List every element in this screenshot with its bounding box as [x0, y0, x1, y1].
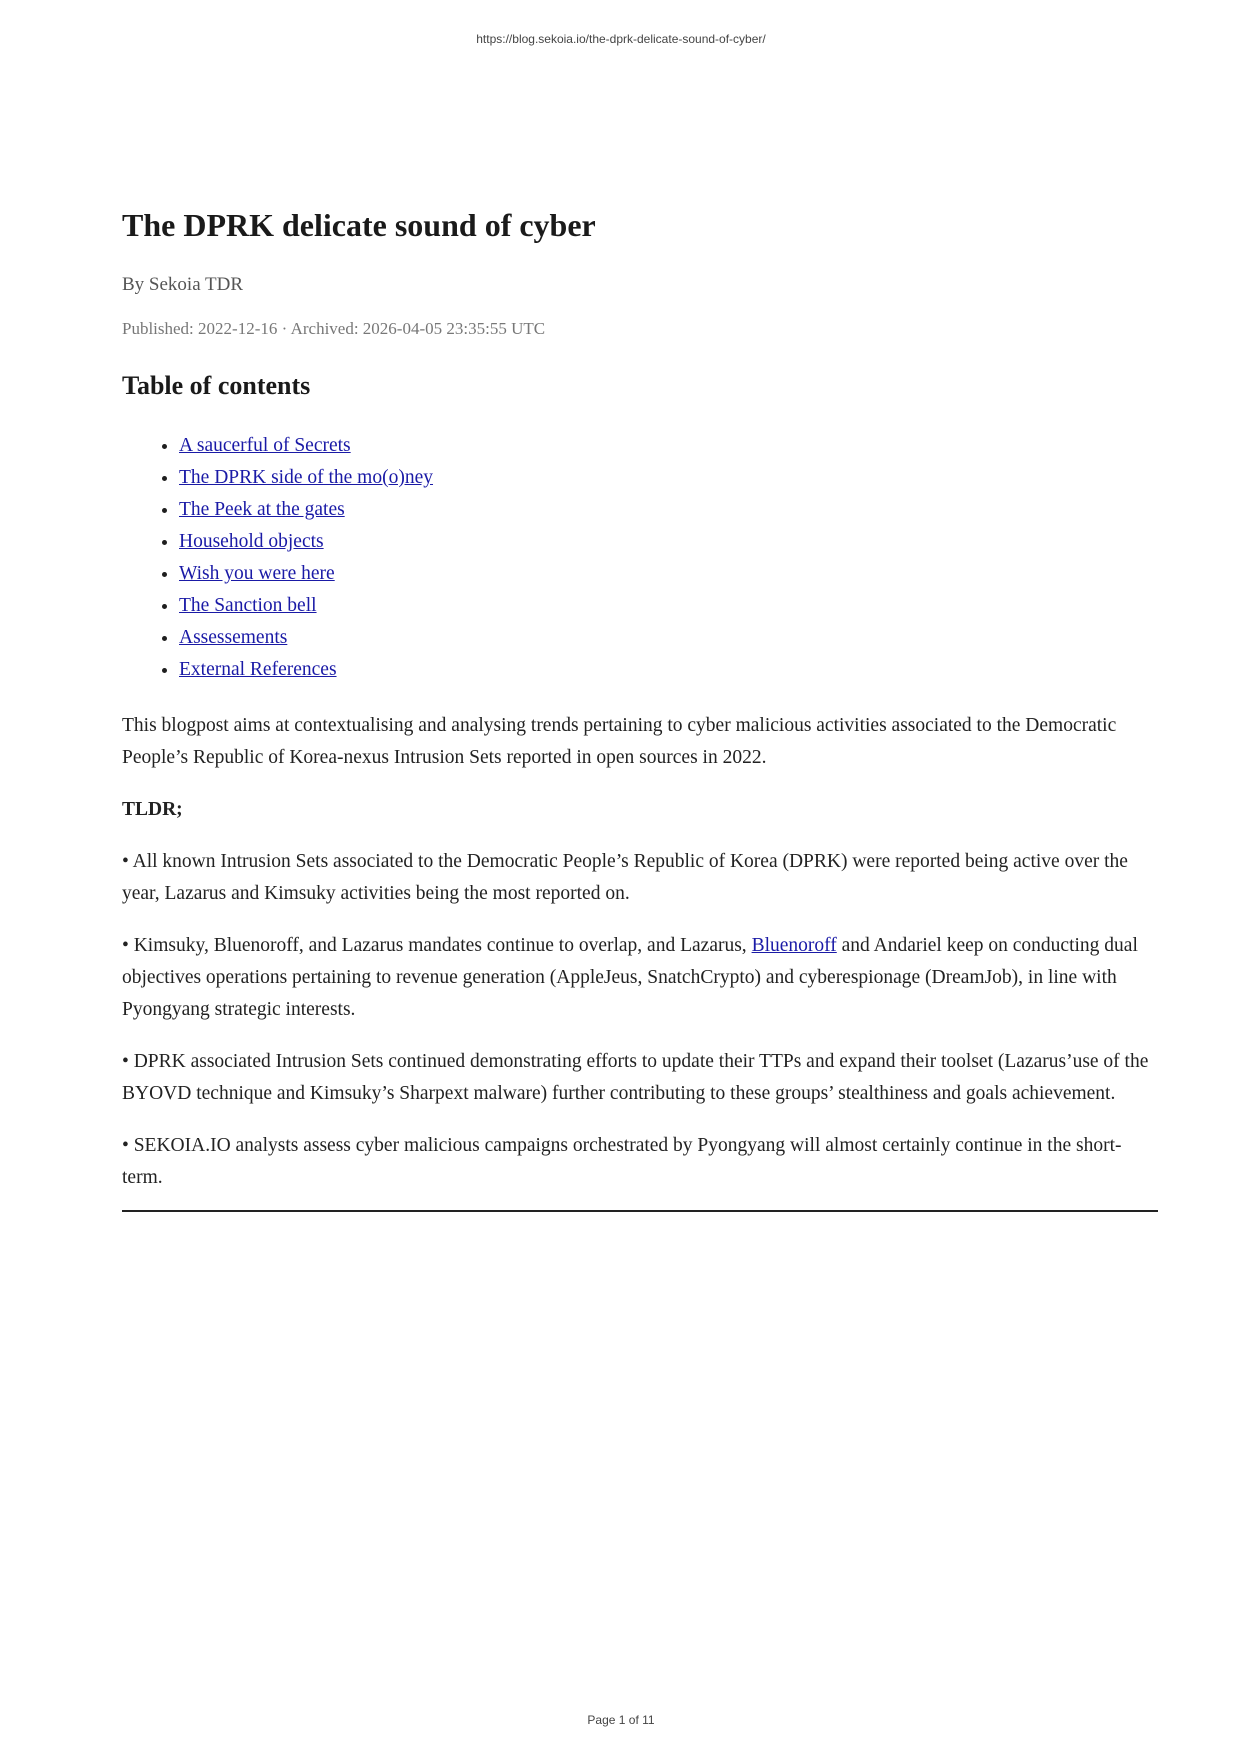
- toc-heading: Table of contents: [122, 371, 311, 400]
- table-of-contents: [122, 430, 1157, 686]
- toc-link-dprk-side-of-money[interactable]: The DPRK side of the mo(o)ney: [179, 467, 433, 488]
- toc-item: [179, 590, 1157, 622]
- article-title: The DPRK delicate sound of cyber: [122, 207, 596, 243]
- toc-item: [179, 430, 1157, 462]
- section-divider: [122, 1210, 1158, 1212]
- toc-link-wish-you-were-here[interactable]: Wish you were here: [179, 563, 335, 584]
- tldr-bullet-3: • DPRK associated Intrusion Sets continued demonstrating efforts to update their TTPs and expand their toolset (Lazarus’use of the BYOVD technique and Kimsuky’s Sharpext malware) further contributing to these groups’ stealthiness and goals achievement.: [122, 1051, 1149, 1104]
- toc-link-saucerful-of-secrets[interactable]: A saucerful of Secrets: [179, 435, 351, 456]
- toc-item: [179, 654, 1157, 686]
- tldr-bullet-1: • All known Intrusion Sets associated to the Democratic People’s Republic of Korea (DPRK) were reported being active over the year, Lazarus and Kimsuky activities being the most reported on.: [122, 851, 1128, 904]
- intro-paragraph: This blogpost aims at contextualising and analysing trends pertaining to cyber malicious activities associated to the Democratic People’s Republic of Korea-nexus Intrusion Sets reported in open sources in 2022.: [122, 715, 1117, 768]
- page-url-header: https://blog.sekoia.io/the-dprk-delicate-sound-of-cyber/: [476, 32, 766, 46]
- toc-item: [179, 462, 1157, 494]
- toc-item: [179, 494, 1157, 526]
- toc-link-peek-at-gates[interactable]: The Peek at the gates: [179, 499, 345, 520]
- tldr-heading: TLDR;: [122, 799, 183, 820]
- tldr-bullet-2: [122, 930, 1157, 1026]
- toc-link-sanction-bell[interactable]: The Sanction bell: [179, 595, 317, 616]
- page-number-footer: Page 1 of 11: [587, 1713, 655, 1727]
- toc-item: [179, 622, 1157, 654]
- article-dates: Published: 2022-12-16 · Archived: 2026-04-05 23:35:55 UTC: [122, 319, 546, 338]
- toc-link-household-objects[interactable]: Household objects: [179, 531, 324, 552]
- bluenoroff-link[interactable]: Bluenoroff: [751, 935, 837, 956]
- article-content: [122, 205, 1157, 1212]
- toc-link-external-references[interactable]: External References: [179, 659, 337, 680]
- article-byline: By Sekoia TDR: [122, 274, 244, 295]
- tldr-bullet-4: • SEKOIA.IO analysts assess cyber malicious campaigns orchestrated by Pyongyang will almost certainly continue in the short-term.: [122, 1135, 1122, 1188]
- toc-item: [179, 558, 1157, 590]
- tldr-bullet-2-text-start: • Kimsuky, Bluenoroff, and Lazarus mandates continue to overlap, and Lazarus,: [122, 935, 752, 956]
- tldr-bullet-2-text-end: and Andariel keep on conducting dual objectives operations pertaining to revenue generation (AppleJeus, SnatchCrypto) and cyberespionage (DreamJob), in line with Pyongyang strategic interests.: [122, 935, 1138, 1020]
- toc-link-assessements[interactable]: Assessements: [179, 627, 288, 648]
- toc-item: [179, 526, 1157, 558]
